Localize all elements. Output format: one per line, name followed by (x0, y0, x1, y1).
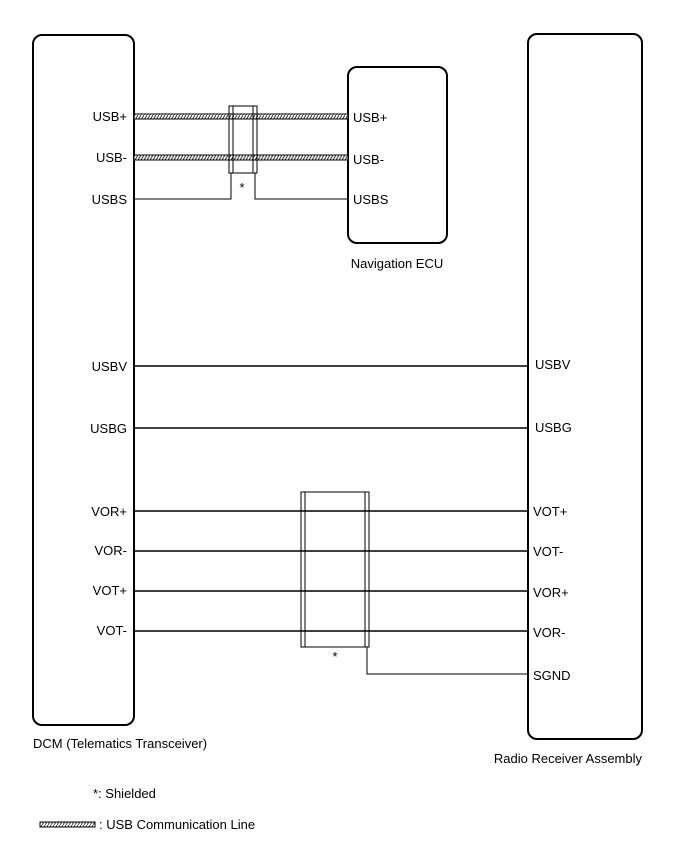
usb-shield-marker: * (239, 180, 245, 195)
dcm-pin-vot-minus: VOT- (96, 623, 127, 638)
radio-pin-vor-minus: VOR- (533, 625, 566, 640)
dcm-pin-usb-plus: USB+ (92, 109, 127, 124)
nav-pin-usb-plus: USB+ (353, 110, 388, 125)
legend-usb-line: : USB Communication Line (99, 817, 256, 832)
radio-pin-sgnd: SGND (533, 668, 571, 683)
nav-pin-usb-minus: USB- (353, 152, 385, 167)
radio-pin-usbg: USBG (535, 420, 572, 435)
legend-shielded: *: Shielded (93, 786, 156, 801)
radio-pin-usbv: USBV (535, 357, 571, 372)
radio-pin-vot-plus: VOT+ (533, 504, 568, 519)
dcm-pin-usbv: USBV (91, 359, 127, 374)
navigation-ecu-label: Navigation ECU (350, 256, 444, 271)
dcm-pin-usbg: USBG (90, 421, 127, 436)
radio-receiver-label: Radio Receiver Assembly (493, 751, 642, 766)
audio-shield-outer (301, 492, 369, 647)
audio-shield-inner (305, 492, 365, 647)
dcm-pin-usb-minus: USB- (95, 150, 127, 165)
dcm-label: DCM (Telematics Transceiver) (33, 736, 208, 751)
wire-usbs-dcm (134, 173, 231, 199)
dcm-box (33, 35, 134, 725)
dcm-pin-vor-plus: VOR+ (91, 504, 127, 519)
wire-usb-plus (134, 114, 348, 119)
audio-shield-marker: * (332, 649, 338, 664)
nav-pin-usbs: USBS (353, 192, 389, 207)
dcm-pin-usbs: USBS (91, 192, 127, 207)
radio-pin-vot-minus: VOT- (533, 544, 564, 559)
dcm-pin-vor-minus: VOR- (94, 543, 127, 558)
wire-usbs-nav (255, 173, 348, 199)
wire-sgnd (367, 647, 528, 674)
wire-usb-minus (134, 155, 348, 160)
legend-usb-line-swatch (40, 822, 95, 827)
radio-pin-vor-plus: VOR+ (533, 585, 569, 600)
dcm-pin-vot-plus: VOT+ (92, 583, 127, 598)
